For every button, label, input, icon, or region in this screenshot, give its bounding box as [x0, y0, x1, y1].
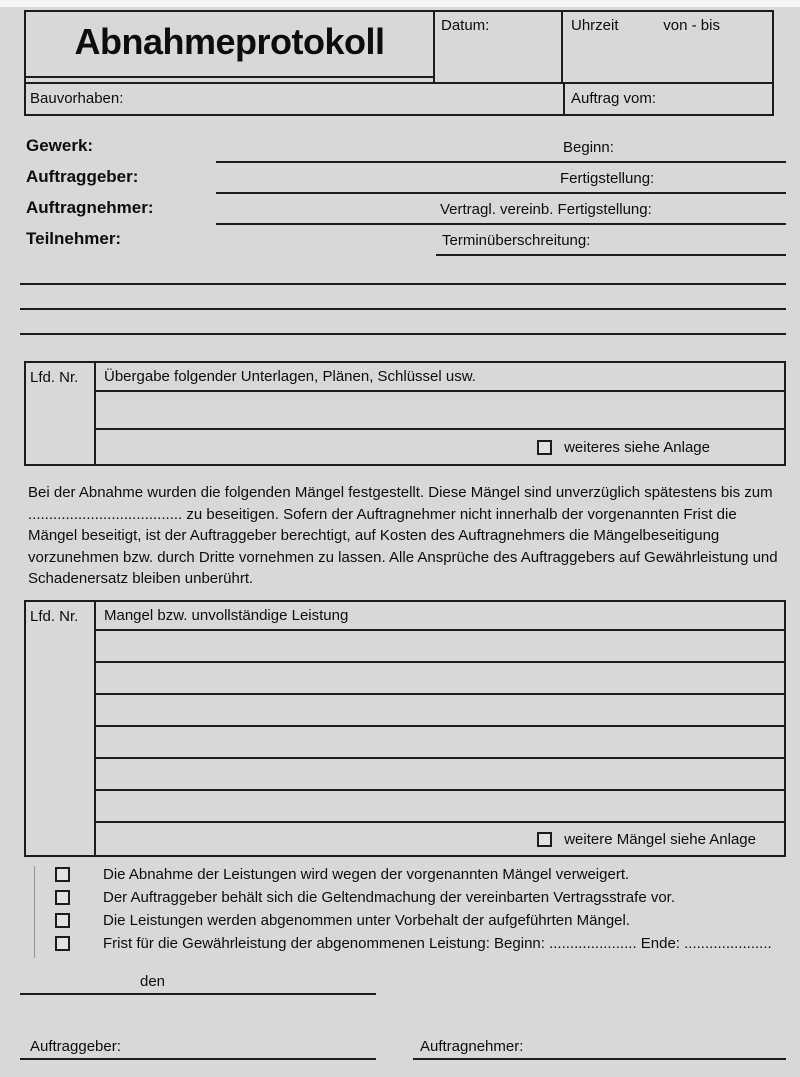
maengel-paragraph: Bei der Abnahme wurden die folgenden Mängel festgestellt. Diese Mängel sind unverzüglich spätestens bis zum ..................................... zu beseitigen. Sofern der Auftragnehmer nicht innerhalb der vorgenannten Frist die Mängel beseitigt, ist der Auftraggeber berechtigt, auf Kosten des Auftragnehmers die Mängelbeseitigung vorzunehmen bzw. durch Dritte vornehmen zu lassen. Alle Ansprüche des Auftraggebers auf Gewährleistung und Schadenersatz bleiben unberührt.	[28, 484, 778, 587]
maengel-row-empty[interactable]	[96, 759, 784, 791]
auftraggeber-signature-line[interactable]	[20, 1058, 376, 1060]
uebergabe-main-column	[96, 363, 784, 464]
abnahme-vorbehalt-checkbox[interactable]	[55, 913, 70, 928]
header-row-2	[26, 84, 772, 114]
uebergabe-header: Übergabe folgender Unterlagen, Plänen, Schlüssel usw.	[96, 363, 784, 392]
vertragsstrafe-checkbox[interactable]	[55, 890, 70, 905]
decision-row	[55, 866, 787, 889]
weiteres-anlage-label: weiteres siehe Anlage	[564, 438, 710, 456]
maengel-row-empty[interactable]	[96, 695, 784, 727]
main-fields	[24, 133, 786, 257]
gewaehrleistung-frist-checkbox[interactable]	[55, 936, 70, 951]
maengel-table	[24, 600, 786, 857]
uebergabe-nr-column	[26, 363, 96, 464]
decision-label: Frist für die Gewährleistung der abgenommenen Leistung: Beginn: ..................... Ende: .....................	[103, 935, 772, 952]
auftragnehmer-input-line[interactable]	[216, 223, 786, 225]
teilnehmer-write-line-2[interactable]	[20, 308, 786, 310]
weitere-maengel-anlage-checkbox[interactable]	[537, 832, 552, 847]
project-label: Bauvorhaben:	[30, 90, 124, 107]
field-row-auftraggeber	[24, 164, 786, 195]
maengel-row-empty[interactable]	[96, 727, 784, 759]
order-date-field-cell[interactable]	[565, 84, 772, 114]
auftragnehmer-signature-line[interactable]	[413, 1058, 786, 1060]
page-title: Abnahmeprotokoll	[74, 21, 385, 62]
maengel-row-empty[interactable]	[96, 663, 784, 695]
maengel-row-empty[interactable]	[96, 631, 784, 663]
weitere-maengel-anlage-label: weitere Mängel siehe Anlage	[564, 830, 756, 848]
uebergabe-anlage-row	[96, 430, 784, 464]
from-to-label: von - bis	[663, 17, 720, 34]
order-date-label: Auftrag vom:	[571, 90, 657, 107]
decision-row	[55, 912, 787, 935]
auftraggeber-signature-label: Auftraggeber:	[30, 1038, 121, 1055]
gewerk-input-line[interactable]	[216, 161, 786, 163]
field-row-gewerk	[24, 133, 786, 164]
scan-artifact-line	[34, 866, 35, 958]
time-field-cell[interactable]	[563, 12, 772, 82]
place-date-input-line[interactable]	[20, 993, 376, 995]
decision-row	[55, 935, 787, 958]
maengel-main-column	[96, 602, 784, 855]
maengel-nr-header: Lfd. Nr.	[30, 608, 79, 625]
teilnehmer-label: Teilnehmer:	[26, 229, 122, 248]
vertragl-fertigstellung-label: Vertragl. vereinb. Fertigstellung:	[440, 201, 652, 218]
date-label: Datum:	[441, 17, 490, 34]
uebergabe-nr-header: Lfd. Nr.	[30, 369, 79, 386]
auftragnehmer-label: Auftragnehmer:	[26, 198, 154, 217]
field-row-teilnehmer	[24, 226, 786, 257]
maengel-row-empty[interactable]	[96, 791, 784, 823]
decision-row	[55, 889, 787, 912]
date-field-cell[interactable]	[435, 12, 563, 82]
uebergabe-row-empty[interactable]	[96, 392, 784, 430]
terminueberschreitung-input-line[interactable]	[436, 254, 786, 256]
weiteres-anlage-checkbox[interactable]	[537, 440, 552, 455]
project-field-cell[interactable]	[26, 84, 565, 114]
header-row-1	[26, 12, 772, 84]
auftraggeber-label: Auftraggeber:	[26, 167, 139, 186]
beginn-label: Beginn:	[563, 139, 614, 156]
auftraggeber-input-line[interactable]	[216, 192, 786, 194]
field-row-auftragnehmer	[24, 195, 786, 226]
title-cell	[26, 12, 435, 82]
gewerk-label: Gewerk:	[26, 136, 94, 155]
abnahme-verweigert-checkbox[interactable]	[55, 867, 70, 882]
maengel-anlage-row	[96, 823, 784, 855]
scan-edge	[0, 0, 800, 7]
header-box	[24, 10, 774, 116]
fertigstellung-label: Fertigstellung:	[560, 170, 655, 187]
uebergabe-table	[24, 361, 786, 466]
decision-label: Die Abnahme der Leistungen wird wegen der vorgenannten Mängel verweigert.	[103, 866, 630, 883]
auftragnehmer-signature-label: Auftragnehmer:	[420, 1038, 524, 1055]
den-label: den	[140, 973, 166, 990]
time-label: Uhrzeit	[571, 17, 619, 34]
decision-checkbox-list	[55, 866, 787, 958]
teilnehmer-write-line-1[interactable]	[20, 283, 786, 285]
maengel-header: Mangel bzw. unvollständige Leistung	[96, 602, 784, 631]
terminueberschreitung-label: Terminüberschreitung:	[442, 232, 591, 249]
decision-label: Die Leistungen werden abgenommen unter Vorbehalt der aufgeführten Mängel.	[103, 912, 631, 929]
maengel-nr-column	[26, 602, 96, 855]
teilnehmer-write-line-3[interactable]	[20, 333, 786, 335]
decision-label: Der Auftraggeber behält sich die Geltendmachung der vereinbarten Vertragsstrafe vor.	[103, 889, 675, 906]
